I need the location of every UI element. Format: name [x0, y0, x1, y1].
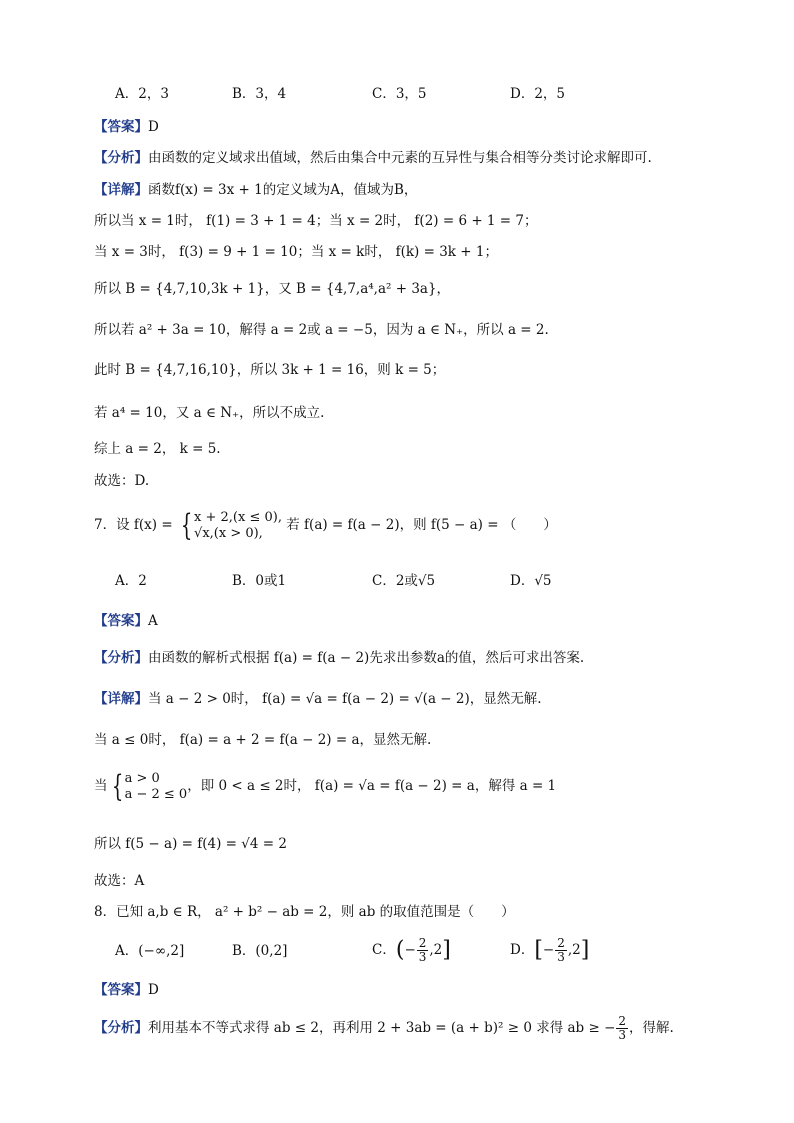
- q7-detail-3-suffix: ，即 0 < a ≤ 2时， f(a) = √a = f(a − 2) = a，解得 a = 1: [187, 778, 557, 794]
- q7-piecewise-cases: [194, 510, 282, 542]
- q7-detail-3-case-1: a > 0: [124, 770, 160, 786]
- q8-option-a: A．(−∞,2]: [115, 943, 185, 959]
- q6-detail-4: 所以 B = {4,7,10,3k + 1}，又 B = {4,7,a⁴,a² + 3a}，: [94, 281, 451, 297]
- fraction: $\frac{2}{3}$: [618, 1014, 627, 1042]
- q6-detail-5: 所以若 a² + 3a = 10，解得 a = 2或 a = −5，因为 a ∈ N₊，所以 a = 2.: [94, 322, 549, 338]
- q8-stem: 8．已知 a,b ∈ R， a² + b² − ab = 2，则 ab 的取值范围是（ ）: [94, 904, 515, 920]
- left-brace: {: [180, 507, 193, 543]
- analysis-tag: 【分析】: [94, 650, 148, 666]
- q7-stem-prefix: 7．设 f(x) =: [94, 517, 173, 533]
- q6-detail-1: [94, 180, 417, 200]
- answer-tag: 【答案】: [94, 119, 148, 135]
- q7-option-d: D．√5: [510, 573, 552, 589]
- q8-option-d: D．[− $\frac{2}{3}$ ,2]: [510, 936, 590, 964]
- answer-tag: 【答案】: [94, 982, 148, 998]
- q6-option-b: B．3，4: [232, 86, 287, 102]
- q6-choose: 故选：D.: [94, 473, 150, 489]
- answer-value: D: [148, 119, 159, 135]
- q7-choose: 故选：A: [94, 873, 145, 889]
- q6-option-a: A．2，3: [115, 86, 169, 102]
- q6-detail-3: 当 x = 3时， f(3) = 9 + 1 = 10；当 x = k时， f(k) = 3k + 1；: [94, 244, 498, 260]
- q6-option-c: C．3，5: [372, 86, 427, 102]
- q7-option-c: C．2或√5: [372, 573, 436, 589]
- q6-detail-2: 所以当 x = 1时， f(1) = 3 + 1 = 4；当 x = 2时， f(2) = 6 + 1 = 7；: [94, 213, 538, 229]
- analysis-text: 由函数的解析式根据 f(a) = f(a − 2)先求出参数a的值，然后可求出答案.: [148, 650, 585, 666]
- q8-option-c-label: C．: [372, 942, 396, 958]
- right-bracket: ]: [442, 937, 451, 963]
- q6-analysis: [94, 148, 652, 168]
- q8-option-c: C．(− $\frac{2}{3}$ ,2]: [372, 936, 451, 964]
- q6-answer: [94, 117, 159, 137]
- answer-value: A: [148, 613, 158, 629]
- answer-value: D: [148, 982, 159, 998]
- q6-detail-6: 此时 B = {4,7,16,10}，所以 3k + 1 = 16，则 k = 5；: [94, 362, 446, 378]
- analysis-text-1: 利用基本不等式求得 ab ≤ 2，再利用 2 + 3ab = (a + b)² ≥ 0 求得 ab ≥ −: [148, 1020, 616, 1036]
- right-bracket: ]: [580, 937, 590, 963]
- q8-analysis: [94, 1013, 674, 1043]
- q7-option-b: B．0或1: [232, 573, 287, 589]
- q6-option-d: D．2，5: [510, 86, 566, 102]
- q7-detail-3-prefix: 当: [94, 778, 108, 794]
- q7-detail-3-cases: [125, 771, 188, 803]
- left-bracket: [: [534, 937, 543, 963]
- analysis-tag: 【分析】: [94, 1020, 148, 1036]
- q8-answer: [94, 980, 159, 1000]
- q7-case-2: √x,(x > 0),: [194, 525, 263, 541]
- left-brace: {: [111, 768, 123, 804]
- q7-option-a: A．2: [115, 573, 147, 589]
- q7-stem-suffix: 若 f(a) = f(a − 2)，则 f(5 − a) = （ ）: [286, 517, 557, 533]
- q7-detail-1: [94, 689, 542, 709]
- fraction: $\frac{2}{3}$: [557, 936, 565, 964]
- detail-text: 当 a − 2 > 0时， f(a) = √a = f(a − 2) = √(a − 2)，显然无解.: [148, 691, 542, 707]
- q7-answer: [94, 611, 158, 631]
- answer-tag: 【答案】: [94, 613, 148, 629]
- q6-detail-7: 若 a⁴ = 10，又 a ∈ N₊，所以不成立.: [94, 405, 325, 421]
- q8-option-d-label: D．: [510, 942, 535, 958]
- fraction: $\frac{2}{3}$: [418, 936, 427, 964]
- q7-detail-3: [94, 769, 556, 803]
- detail-text: 函数f(x) = 3x + 1的定义域为A，值域为B，: [148, 182, 418, 198]
- analysis-tag: 【分析】: [94, 150, 148, 166]
- q7-detail-2: 当 a ≤ 0时， f(a) = a + 2 = f(a − 2) = a，显然无解.: [94, 732, 432, 748]
- q7-analysis: [94, 648, 584, 668]
- analysis-text-2: ，得解.: [629, 1020, 674, 1036]
- analysis-text: 由函数的定义域求出值域，然后由集合中元素的互异性与集合相等分类讨论求解即可.: [148, 150, 652, 166]
- q8-option-b: B．(0,2]: [232, 943, 288, 959]
- detail-tag: 【详解】: [94, 182, 148, 198]
- detail-tag: 【详解】: [94, 691, 148, 707]
- q7-stem: [94, 508, 557, 542]
- left-paren: (: [395, 937, 405, 963]
- q6-detail-8: 综上 a = 2， k = 5.: [94, 441, 221, 457]
- q7-detail-4: 所以 f(5 − a) = f(4) = √4 = 2: [94, 836, 287, 852]
- q7-detail-3-case-2: a − 2 ≤ 0: [124, 786, 188, 802]
- q7-case-1: x + 2,(x ≤ 0),: [194, 509, 282, 525]
